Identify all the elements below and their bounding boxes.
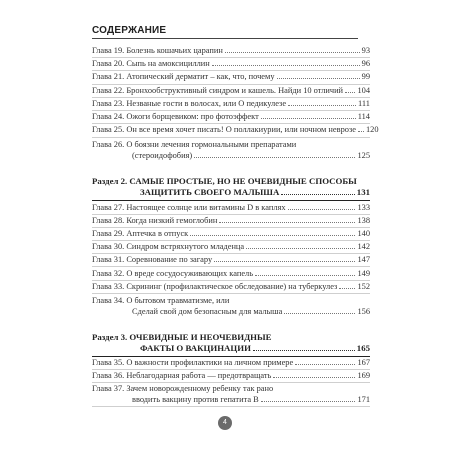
- leader-dots: [253, 350, 355, 351]
- section-heading: [92, 332, 370, 354]
- toc-entry-title: Глава 31. Соревнование по загару: [92, 255, 213, 264]
- leader-dots: [190, 235, 355, 236]
- toc-entry-title: Глава 20. Сыпь на амоксициллин: [92, 59, 210, 68]
- leader-dots: [194, 157, 355, 158]
- toc-entry-page: 133: [357, 203, 370, 212]
- toc-entry-page: 147: [357, 255, 370, 264]
- toc-entry-title: Глава 28. Когда низкий гемоглобин: [92, 216, 218, 225]
- toc-entry: [92, 370, 370, 381]
- toc-entry-title: Глава 23. Незваные гости в волосах, или О педикулезе: [92, 99, 287, 108]
- section-rule: [92, 200, 370, 201]
- section-heading: [92, 176, 370, 198]
- toc-entry: [92, 268, 370, 279]
- entry-separator: [92, 293, 370, 294]
- toc-entry-title: Глава 37. Зачем новорожденному ребенку так рано: [92, 384, 274, 393]
- toc-entry-page: 125: [357, 151, 370, 160]
- section-title-cont: ФАКТЫ О ВАКЦИНАЦИИ: [140, 343, 251, 353]
- toc-entry-title: Глава 22. Бронхообструктивный синдром и кашель. Найди 10 отличий: [92, 86, 344, 95]
- leader-dots: [212, 65, 360, 66]
- section-title-cont: ЗАЩИТИТЬ СВОЕГО МАЛЫША: [140, 187, 280, 197]
- header-rule: [92, 38, 358, 39]
- toc-entry: [92, 254, 370, 265]
- toc-entry-title-cont: (стероидофобия): [132, 151, 193, 160]
- leader-dots: [358, 131, 364, 132]
- toc-entry-page: 138: [357, 216, 370, 225]
- toc-entry-title: Глава 29. Аптечка в отпуск: [92, 229, 189, 238]
- section-title: Раздел 3. ОЧЕВИДНЫЕ И НЕОЧЕВИДНЫЕ: [92, 332, 272, 342]
- leader-dots: [214, 261, 355, 262]
- toc-entry: [92, 71, 370, 82]
- toc-entry-title-cont: Сделай свой дом безопасным для малыша: [132, 307, 283, 316]
- toc-entry-title: Глава 25. Он все время хочет писать! О поллакиурии, или ночном неврозе: [92, 125, 356, 134]
- toc-entry: [92, 85, 370, 96]
- leader-dots: [261, 401, 356, 402]
- toc-entry-page: 120: [365, 125, 379, 134]
- toc-entry: [92, 139, 370, 161]
- leader-dots: [295, 364, 355, 365]
- section-title: Раздел 2. САМЫЕ ПРОСТЫЕ, НО НЕ ОЧЕВИДНЫЕ СПОСОБЫ: [92, 176, 357, 186]
- toc-entry: [92, 111, 370, 122]
- toc-entry-title: Глава 35. О важности профилактики на личном примере: [92, 358, 294, 367]
- toc-entry-page: 167: [357, 358, 370, 367]
- toc-entry: [92, 215, 370, 226]
- toc-entry: [92, 45, 370, 56]
- toc-entry-page: 104: [357, 86, 370, 95]
- leader-dots: [219, 222, 355, 223]
- leader-dots: [281, 194, 354, 195]
- toc-entry-title: Глава 30. Синдром встряхнутого младенца: [92, 242, 245, 251]
- toc-entry-page: 93: [361, 46, 370, 55]
- toc-entry-page: 114: [357, 112, 370, 121]
- leader-dots: [225, 52, 360, 53]
- section-page: 131: [356, 187, 370, 197]
- toc-entry-page: 111: [358, 99, 370, 108]
- toc-entry-title: Глава 24. Ожоги борщевиком: про фотоэффект: [92, 112, 259, 121]
- entry-separator: [92, 266, 370, 267]
- toc-entry-page: 142: [357, 242, 370, 251]
- toc-entry-title-cont: вводить вакцину против гепатита В: [132, 395, 259, 404]
- page-title: СОДЕРЖАНИЕ: [92, 25, 167, 36]
- toc-entry-title: Глава 26. О боязни лечения гормональными препаратами: [92, 140, 297, 149]
- leader-dots: [339, 288, 355, 289]
- toc-entry: [92, 228, 370, 239]
- toc-entry: [92, 98, 370, 109]
- toc-entry-page: 171: [357, 395, 370, 404]
- toc-entry: [92, 295, 370, 317]
- toc-entry-title: Глава 34. О бытовом травматизме, или: [92, 296, 230, 305]
- toc-entry: [92, 281, 370, 292]
- leader-dots: [277, 78, 360, 79]
- leader-dots: [255, 275, 355, 276]
- toc-entry: [92, 202, 370, 213]
- leader-dots: [246, 248, 355, 249]
- section-page: 165: [356, 343, 370, 353]
- toc-entry-page: 149: [357, 269, 370, 278]
- toc-entry: [92, 357, 370, 368]
- leader-dots: [261, 118, 356, 119]
- leader-dots: [288, 105, 356, 106]
- toc-entry-title: Глава 32. О вреде сосудосуживающих капель: [92, 269, 254, 278]
- toc-entry: [92, 241, 370, 252]
- toc-entry-title: Глава 33. Скрининг (профилактическое обследование) на туберкулез: [92, 282, 338, 291]
- toc-entry: [92, 124, 379, 135]
- leader-dots: [288, 209, 356, 210]
- page-number-badge: 4: [218, 416, 232, 430]
- toc-entry: [92, 58, 370, 69]
- toc-entry-page: 96: [361, 59, 370, 68]
- toc-entry-title: Глава 27. Настоящее солнце или витамины D в каплях: [92, 203, 286, 212]
- toc-entry-page: 169: [357, 371, 370, 380]
- leader-dots: [273, 377, 355, 378]
- leader-dots: [284, 313, 355, 314]
- toc-entry-page: 140: [357, 229, 370, 238]
- leader-dots: [345, 92, 355, 93]
- toc-entry-page: 152: [357, 282, 370, 291]
- entry-separator: [92, 137, 370, 138]
- toc-entry-title: Глава 19. Болезнь кошачьих царапин: [92, 46, 223, 55]
- toc-entry-page: 99: [361, 72, 370, 81]
- toc-entry-title: Глава 36. Неблагодарная работа — предотвращать: [92, 371, 272, 380]
- entry-separator: [92, 406, 370, 407]
- toc-entry-title: Глава 21. Атопический дерматит – как, что, почему: [92, 72, 275, 81]
- toc-entry-page: 156: [357, 307, 370, 316]
- toc-entry: [92, 383, 370, 405]
